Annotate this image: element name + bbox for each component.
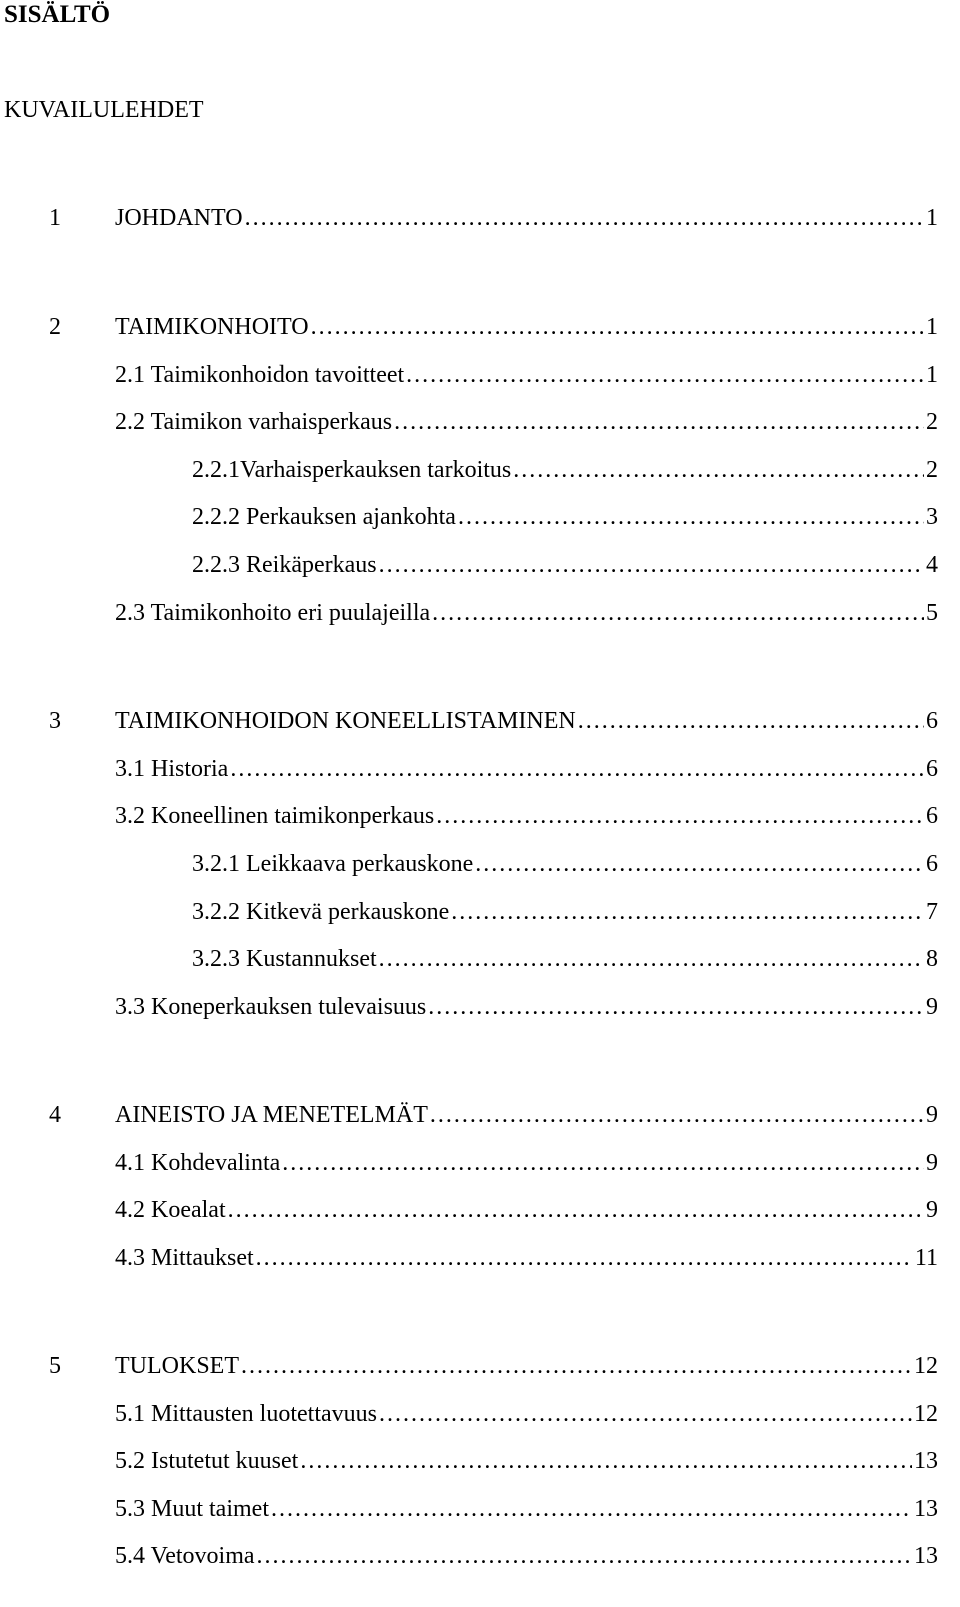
toc-page: 12	[914, 1401, 938, 1427]
toc-page: 9	[926, 1150, 938, 1176]
dot-leader	[311, 312, 924, 342]
dot-leader	[513, 455, 924, 485]
toc-page: 2	[926, 409, 938, 435]
toc-entry[interactable]	[115, 598, 938, 628]
dot-leader	[432, 598, 924, 628]
toc-page: 1	[926, 314, 938, 340]
page-title: SISÄLTÖ	[4, 1, 111, 28]
toc-page: 7	[926, 899, 938, 925]
toc-title: AINEISTO JA MENETELMÄT	[115, 1102, 428, 1128]
dot-leader	[379, 550, 924, 580]
toc-entry[interactable]	[192, 849, 938, 879]
toc-page: 5	[926, 600, 938, 626]
toc-title: 2.3 Taimikonhoito eri puulajeilla	[115, 600, 431, 626]
toc-title: 5.1 Mittausten luotettavuus	[115, 1401, 377, 1427]
toc-title: 4.1 Kohdevalinta	[115, 1150, 281, 1176]
toc-title: JOHDANTO	[115, 205, 243, 231]
toc-title: 2.2.3 Reikäperkaus	[192, 552, 377, 578]
toc-entry[interactable]	[115, 992, 938, 1022]
toc-page: 1	[926, 362, 938, 388]
chapter-number: 3	[49, 708, 61, 734]
toc-title: 4.2 Koealat	[115, 1197, 226, 1223]
toc-page: 11	[914, 1245, 938, 1271]
toc-title: 5.4 Vetovoima	[115, 1543, 255, 1569]
dot-leader	[436, 801, 924, 831]
toc-title: 3.1 Historia	[115, 756, 229, 782]
toc-title: 2.2.1Varhaisperkauksen tarkoitus	[192, 457, 512, 483]
toc-entry[interactable]	[115, 407, 938, 437]
toc-entry[interactable]	[192, 897, 938, 927]
dot-leader	[230, 754, 924, 784]
toc-title: TAIMIKONHOIDON KONEELLISTAMINEN	[115, 708, 576, 734]
chapter-number: 2	[49, 314, 61, 340]
dot-leader	[379, 944, 924, 974]
toc-page: 3	[926, 504, 938, 530]
toc-page: 6	[926, 851, 938, 877]
toc-page: 6	[926, 756, 938, 782]
toc-page: 12	[914, 1353, 938, 1379]
toc-entry[interactable]	[115, 754, 938, 784]
toc-chapter[interactable]	[49, 1351, 938, 1381]
toc-entry[interactable]	[115, 1195, 938, 1225]
toc-chapter[interactable]	[49, 203, 938, 233]
toc-entry[interactable]	[192, 455, 938, 485]
toc-title: TAIMIKONHOITO	[115, 314, 309, 340]
toc-title: 3.3 Koneperkauksen tulevaisuus	[115, 994, 427, 1020]
toc-entry[interactable]	[192, 502, 938, 532]
toc-entry[interactable]	[192, 550, 938, 580]
toc-title: 3.2.1 Leikkaava perkauskone	[192, 851, 474, 877]
dot-leader	[282, 1148, 924, 1178]
toc-page: 9	[926, 1102, 938, 1128]
dot-leader	[271, 1494, 912, 1524]
toc-page: 8	[926, 946, 938, 972]
dot-leader	[430, 1100, 924, 1130]
dot-leader	[458, 502, 924, 532]
chapter-number: 1	[49, 205, 61, 231]
toc-title: 3.2.2 Kitkevä perkauskone	[192, 899, 450, 925]
toc-page: 4	[926, 552, 938, 578]
dot-leader	[428, 992, 924, 1022]
toc-page: 13	[914, 1496, 938, 1522]
toc-title: 2.2 Taimikon varhaisperkaus	[115, 409, 393, 435]
dot-leader	[379, 1399, 912, 1429]
toc-title: 2.1 Taimikonhoidon tavoitteet	[115, 362, 405, 388]
chapter-number: 5	[49, 1353, 61, 1379]
toc-page: 2	[926, 457, 938, 483]
toc-entry[interactable]	[115, 1494, 938, 1524]
toc-page: 13	[914, 1448, 938, 1474]
toc-title: 3.2 Koneellinen taimikonperkaus	[115, 803, 435, 829]
toc-page: 6	[926, 803, 938, 829]
toc-page: 9	[926, 1197, 938, 1223]
dot-leader	[257, 1541, 912, 1571]
toc-chapter[interactable]	[49, 1100, 938, 1130]
toc-page: 9	[926, 994, 938, 1020]
dot-leader	[256, 1243, 913, 1273]
toc-title: 5.3 Muut taimet	[115, 1496, 269, 1522]
chapter-number: 4	[49, 1102, 61, 1128]
toc-entry[interactable]	[115, 360, 938, 390]
toc-page: 1	[926, 205, 938, 231]
dot-leader	[394, 407, 924, 437]
toc-title: 3.2.3 Kustannukset	[192, 946, 377, 972]
toc-title: 5.2 Istutetut kuuset	[115, 1448, 299, 1474]
toc-entry[interactable]	[192, 944, 938, 974]
dot-leader	[578, 706, 924, 736]
toc-entry[interactable]	[115, 1243, 938, 1273]
toc-entry[interactable]	[115, 1446, 938, 1476]
section-subtitle: KUVAILULEHDET	[4, 97, 204, 123]
dot-leader	[406, 360, 924, 390]
toc-title: 4.3 Mittaukset	[115, 1245, 254, 1271]
toc-entry[interactable]	[115, 1399, 938, 1429]
toc-chapter[interactable]	[49, 706, 938, 736]
dot-leader	[245, 203, 924, 233]
toc-page: 6	[926, 708, 938, 734]
toc-entry[interactable]	[115, 1148, 938, 1178]
toc-title: TULOKSET	[115, 1353, 239, 1379]
toc-title: 2.2.2 Perkauksen ajankohta	[192, 504, 456, 530]
dot-leader	[451, 897, 924, 927]
dot-leader	[228, 1195, 924, 1225]
dot-leader	[475, 849, 924, 879]
toc-page: 13	[914, 1543, 938, 1569]
toc-entry[interactable]	[115, 801, 938, 831]
dot-leader	[300, 1446, 912, 1476]
dot-leader	[241, 1351, 912, 1381]
toc-entry[interactable]	[115, 1541, 938, 1571]
toc-chapter[interactable]	[49, 312, 938, 342]
